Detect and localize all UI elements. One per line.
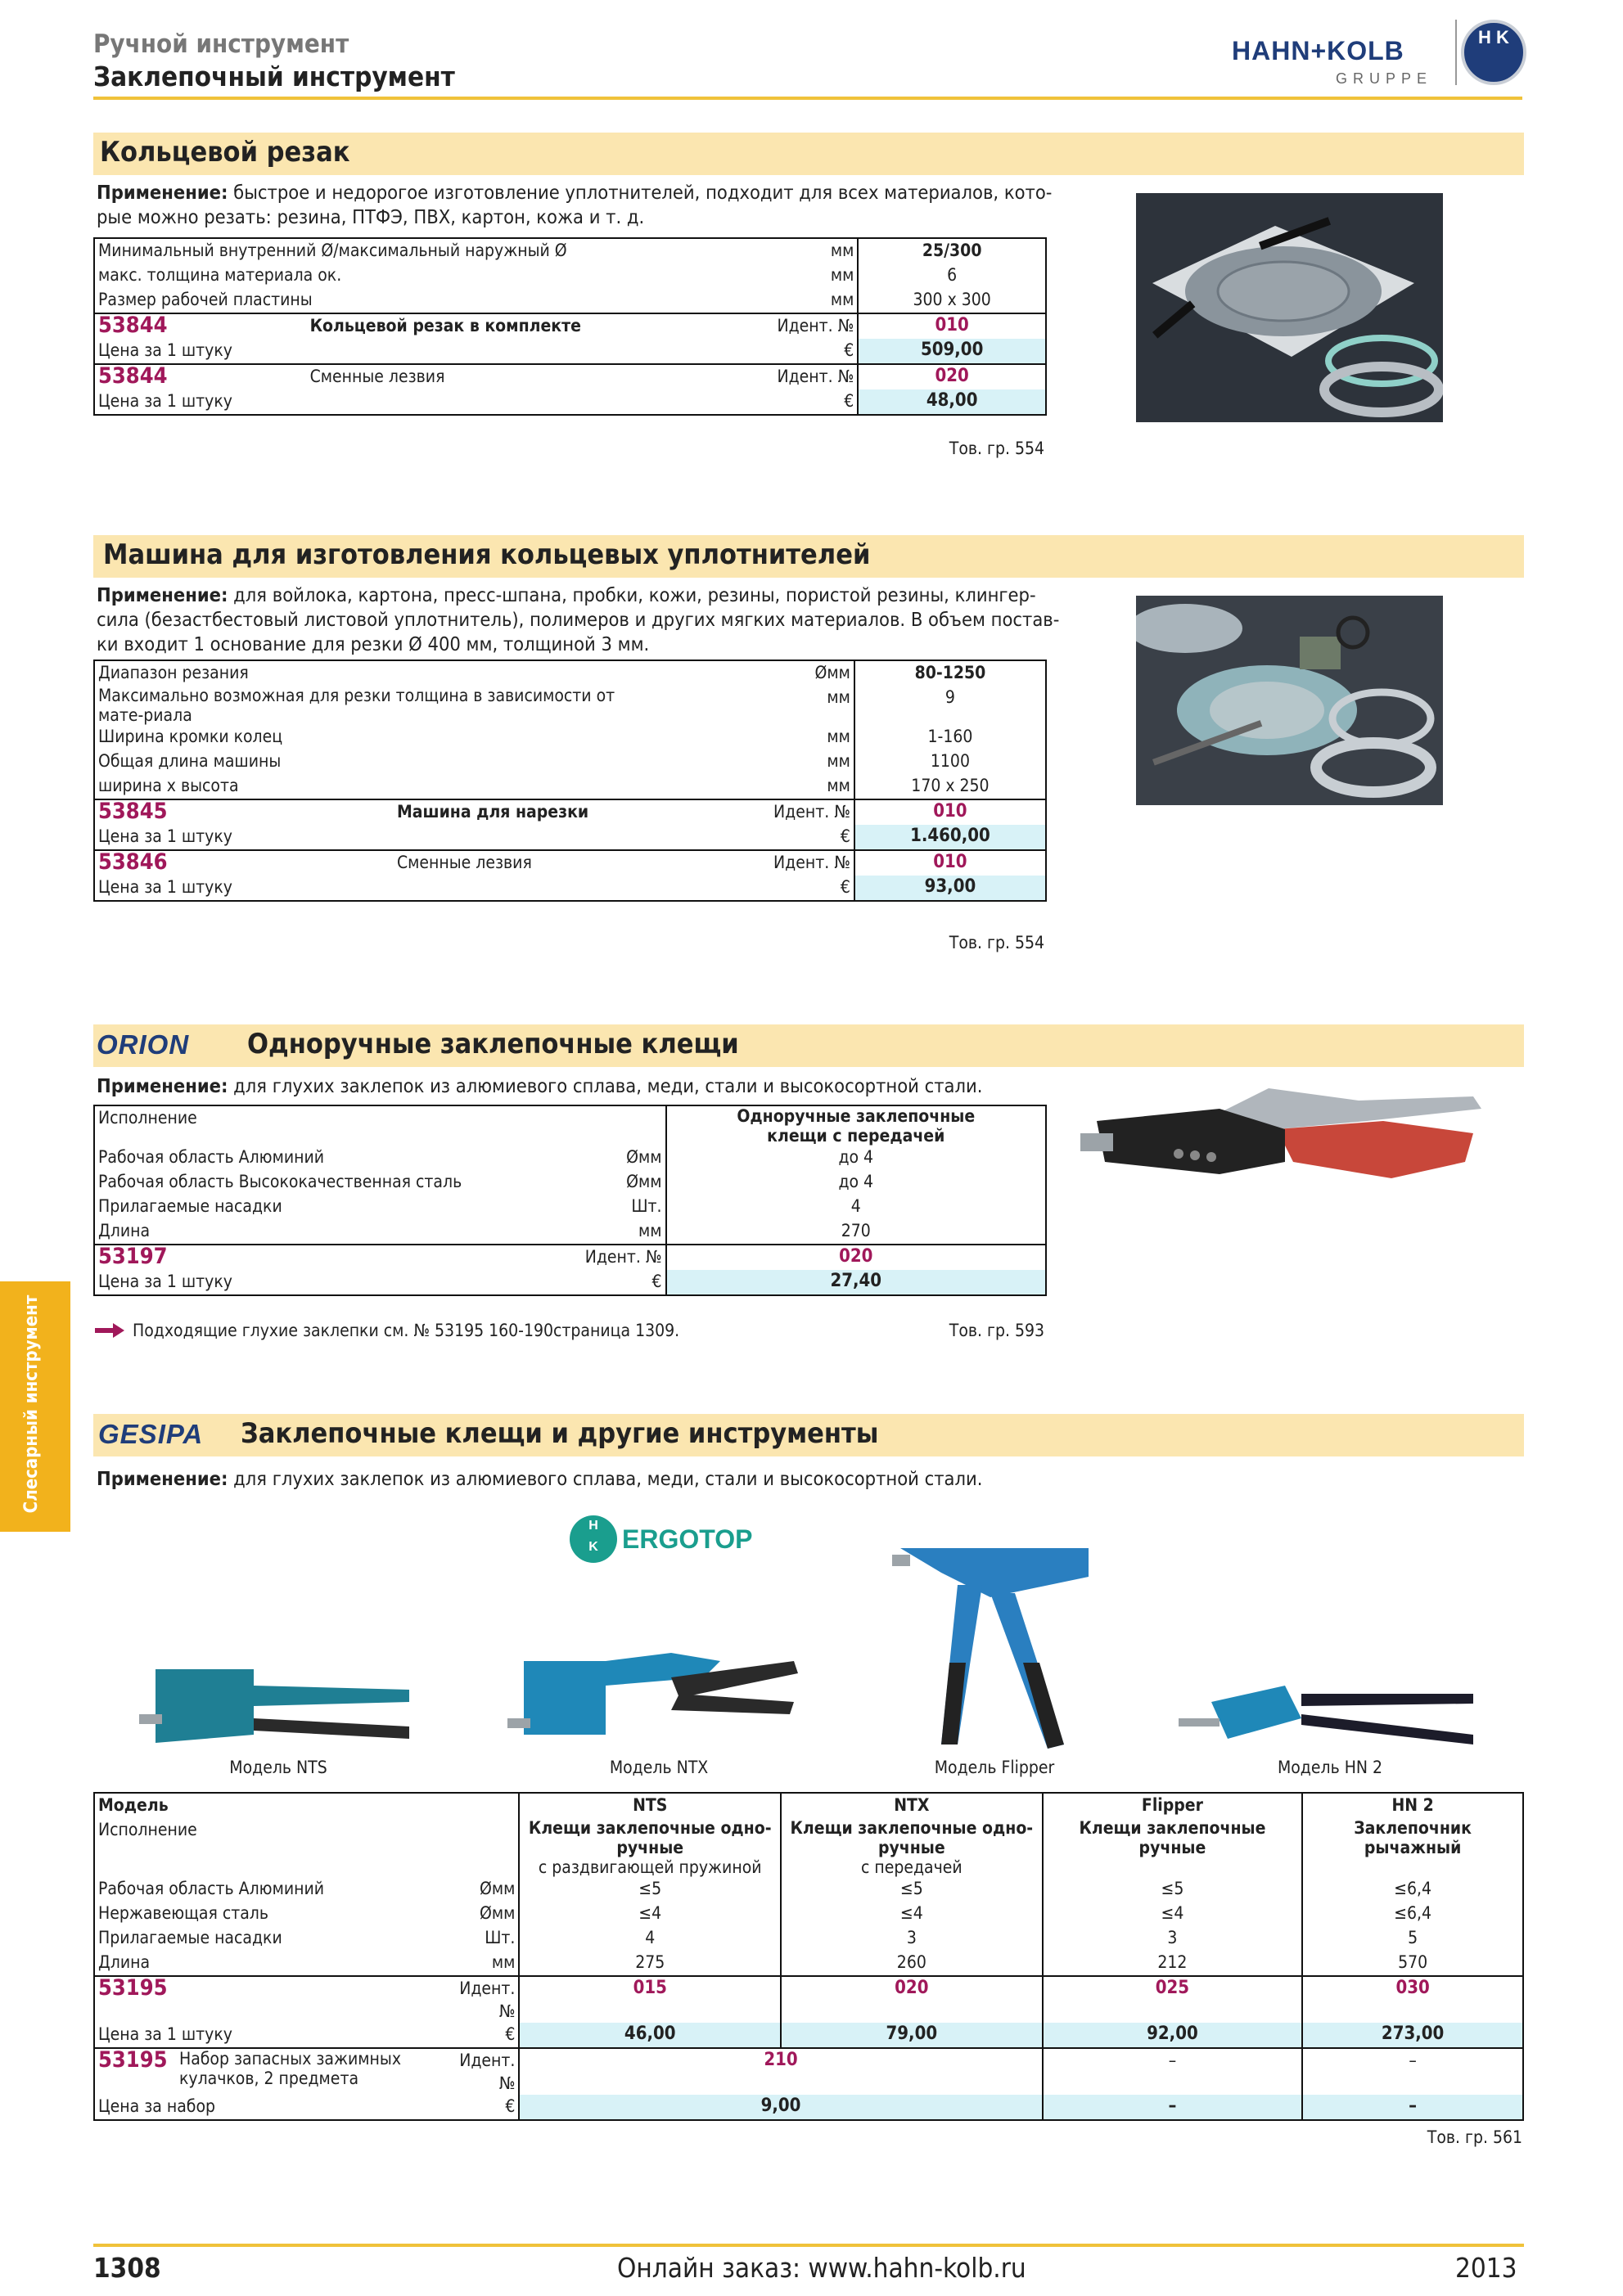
caption-ntx: Модель NTX (609, 1758, 709, 1777)
spec-row: Максимально возможная для резки толщина в зависимости от мате-риала мм 9 (94, 686, 1046, 725)
section-title: Одноручные заклепочные клещи (247, 1028, 739, 1060)
spec-table-gesipa (93, 1792, 1524, 2121)
footer-divider (93, 2244, 1524, 2247)
spec-row: Рабочая область Алюминий Øмм ≤5 ≤5 ≤5 ≤6,4 (94, 1877, 1523, 1902)
orion-logo: ORION (97, 1029, 190, 1060)
item-row: 53197 Идент. № 020 (94, 1245, 1046, 1270)
price-row: Цена за 1 штуку € 46,00 79,00 92,00 273,00 (94, 2023, 1523, 2048)
gesipa-logo: GESIPA (98, 1419, 204, 1449)
page-number: 1308 (93, 2252, 161, 2284)
side-tab-label: Слесарный инструмент (21, 1294, 42, 1514)
section-title: Машина для изготовления кольцевых уплотнителей (103, 538, 871, 571)
product-group: Тов. гр. 561 (1427, 2127, 1522, 2147)
application-text: Применение: для глухих заклепок из алюмиевого сплава, меди, стали и высокосортной стали. (97, 1467, 983, 1490)
ring-machine-photo (1136, 596, 1443, 805)
nts-riveter-image (139, 1645, 417, 1751)
section-header-ring-cutter (93, 133, 1524, 175)
item-row: 53845 Машина для нарезки Идент. № 010 (94, 799, 1046, 825)
application-text: Применение: для глухих заклепок из алюмиевого сплава, меди, стали и высокосортной стали. (97, 1074, 983, 1097)
ergotop-badge-icon: H K (570, 1515, 617, 1563)
spec-row: Рабочая область Высококачественная сталь Øмм до 4 (94, 1170, 1046, 1195)
exec-row: Исполнение Клещи заклепочные одно-ручные с раздвигающей пружиной Клещи заклепочные одно-ручные с передачей Клещи заклепочные ручные Заклепочник рычажный (94, 1818, 1523, 1877)
caption-nts: Модель NTS (229, 1758, 327, 1777)
ring-cutter-image (1136, 193, 1443, 422)
application-text: Применение: для войлока, картона, пресс-шпана, пробки, кожи, резины, пористой резины, клингер-сила (безастбестовый листовой уплотнитель), полимеров и других мягких материалов. В объем постав-ки входит 1 основание для резки Ø 400 мм, толщиной 3 мм. (97, 583, 1060, 655)
online-order-link[interactable]: Онлайн заказ: www.hahn-kolb.ru (617, 2252, 1026, 2284)
spec-row: Размер рабочей пластины мм 300 x 300 (94, 288, 1046, 313)
spec-row: Рабочая область Алюминий Øмм до 4 (94, 1146, 1046, 1170)
header-category: Ручной инструмент (93, 29, 349, 59)
item-row: 53195 Идент. № 015 020 025 030 (94, 1976, 1523, 2023)
catalog-year: 2013 (1455, 2252, 1517, 2284)
product-group: Тов. гр. 554 (949, 439, 1044, 458)
spec-row: ширина x высота мм 170 x 250 (94, 774, 1046, 799)
price-row: Цена за 1 штуку € 93,00 (94, 876, 1046, 901)
spec-row: Длина мм 275 260 212 570 (94, 1951, 1523, 1976)
ntx-riveter-image (507, 1628, 802, 1751)
set-price-row: Цена за набор € 9,00 – – (94, 2095, 1523, 2120)
flipper-riveter-image (892, 1515, 1105, 1753)
spec-row: Диапазон резания Øмм 80-1250 (94, 660, 1046, 686)
spec-row: Исполнение Одноручные заклепочные клещи с передачей (94, 1105, 1046, 1146)
caption-hn2: Модель HN 2 (1277, 1758, 1383, 1777)
set-row: 53195 Набор запасных зажимных кулачков, 2 предмета Идент. № 210 – – (94, 2048, 1523, 2095)
price-row: Цена за 1 штуку € 27,40 (94, 1270, 1046, 1295)
price-row: Цена за 1 штуку € 48,00 (94, 389, 1046, 415)
caption-flipper: Модель Flipper (934, 1758, 1055, 1777)
logo-divider (1455, 20, 1457, 85)
spec-row: Прилагаемые насадки Шт. 4 3 3 5 (94, 1926, 1523, 1951)
spec-row: макс. толщина материала ок. мм 6 (94, 263, 1046, 288)
spec-row: Нержавеющая сталь Øмм ≤4 ≤4 ≤4 ≤6,4 (94, 1902, 1523, 1926)
spec-table-ring-cutter (93, 237, 1047, 416)
product-group: Тов. гр. 593 (949, 1321, 1044, 1340)
section-title: Кольцевой резак (100, 136, 350, 169)
ring-cutter-photo (1136, 193, 1443, 422)
spec-row: Минимальный внутренний Ø/максимальный наружный Ø мм 25/300 (94, 238, 1046, 263)
application-text: Применение: быстрое и недорогое изготовление уплотнителей, подходит для всех материалов, кото-рые можно резать: резина, ПТФЭ, ПВХ, картон, кожа и т. д. (97, 181, 1053, 228)
spec-table-ring-machine (93, 660, 1047, 902)
header-divider (93, 97, 1522, 100)
model-row: Модель NTS NTX Flipper HN 2 (94, 1793, 1523, 1818)
hn2-riveter-image (1179, 1669, 1481, 1751)
header-subcategory: Заклепочный инструмент (93, 61, 455, 92)
spec-row: Общая длина машины мм 1100 (94, 750, 1046, 774)
brand-logo-sub: GRUPPE (1336, 70, 1433, 87)
section-header-gesipa (93, 1414, 1524, 1456)
orion-riveter-image (1080, 1064, 1490, 1211)
section-header-orion (93, 1024, 1524, 1067)
spec-row: Ширина кромки колец мм 1-160 (94, 725, 1046, 750)
arrow-icon (93, 1321, 126, 1339)
side-tab (0, 1281, 70, 1532)
price-row: Цена за 1 штуку € 509,00 (94, 339, 1046, 364)
item-row: 53846 Сменные лезвия Идент. № 010 (94, 850, 1046, 876)
section-header-ring-machine (93, 535, 1524, 578)
item-row: 53844 Сменные лезвия Идент. № 020 (94, 364, 1046, 389)
ergotop-logo: H K ERGOTOP (570, 1515, 752, 1563)
reference-note: Подходящие глухие заклепки см. № 53195 160-190страница 1309. (93, 1321, 679, 1340)
price-row: Цена за 1 штуку € 1.460,00 (94, 825, 1046, 850)
spec-row: Длина мм 270 (94, 1219, 1046, 1245)
ring-machine-image (1136, 596, 1443, 805)
spec-row: Прилагаемые насадки Шт. 4 (94, 1195, 1046, 1219)
brand-badge-icon: H K (1461, 20, 1526, 85)
brand-logo: HAHN+KOLB (1232, 36, 1404, 65)
item-row: 53844 Кольцевой резак в комплекте Идент. № 010 (94, 313, 1046, 339)
product-group: Тов. гр. 554 (949, 933, 1044, 952)
spec-table-orion (93, 1105, 1047, 1296)
section-title: Заклепочные клещи и другие инструменты (241, 1417, 879, 1450)
